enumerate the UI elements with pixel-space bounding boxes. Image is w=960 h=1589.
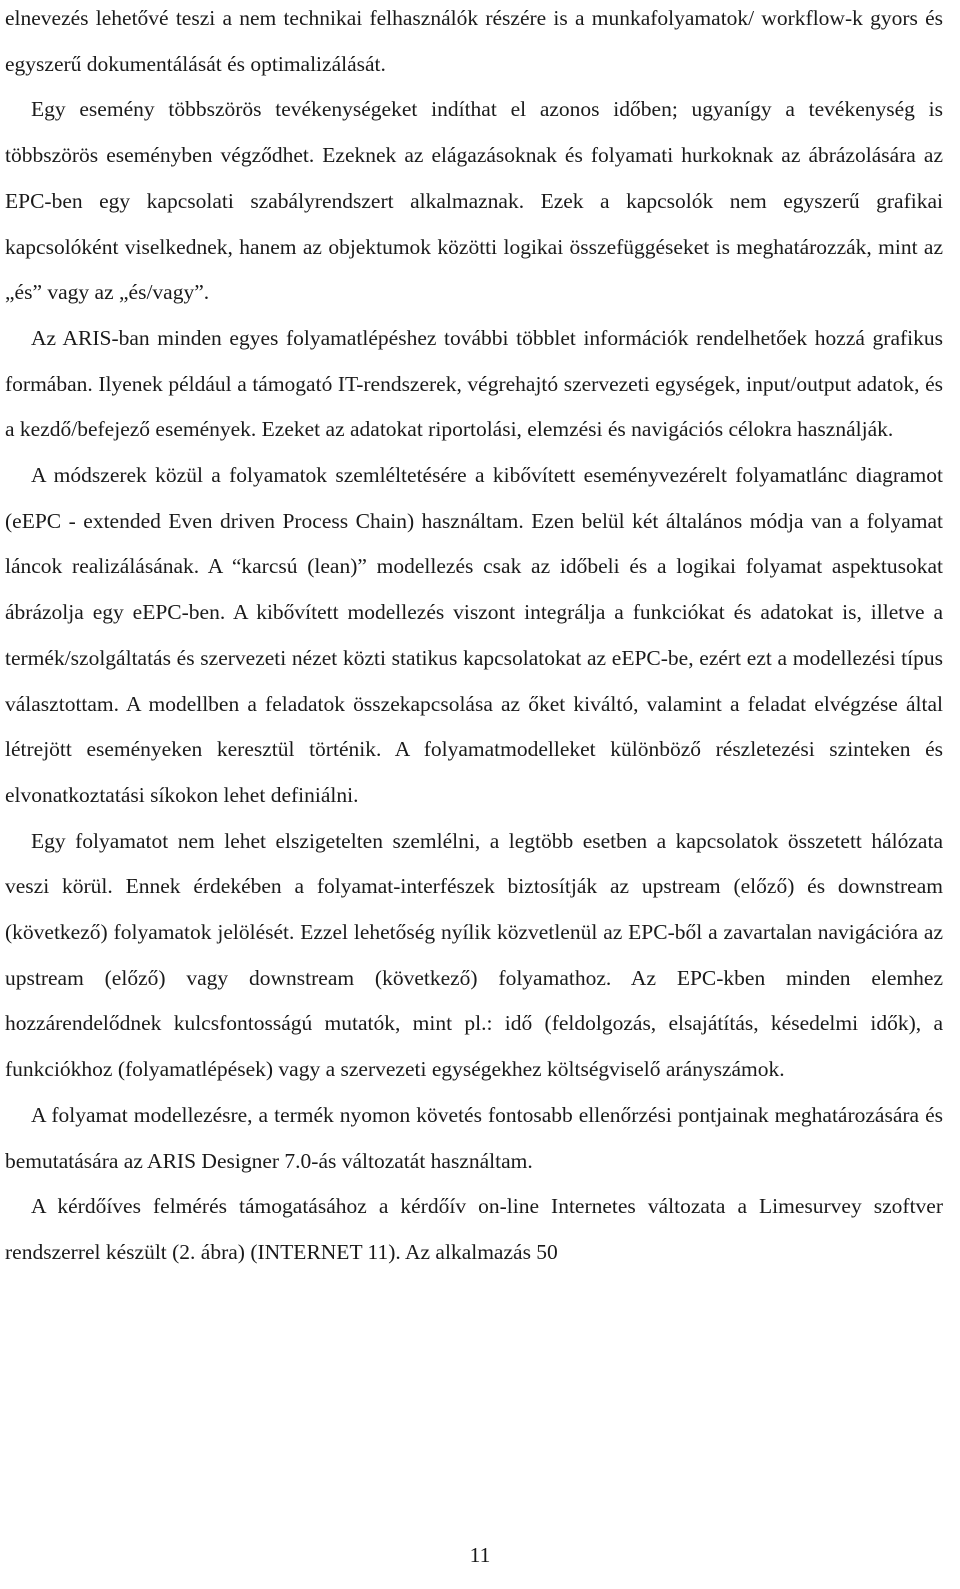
paragraph-aris-designer: A folyamat modellezésre, a termék nyomon követés fontosabb ellenőrzési pontjainak meghatározására és bemutatására az ARIS Designer 7.0-ás változatát használtam.	[5, 1102, 943, 1173]
paragraph-epc-connectors: Egy esemény többszörös tevékenységeket indíthat el azonos időben; ugyanígy a tevékenység is többszörös eseményben végződhet. Ezeknek az elágazásoknak és folyamati hurkoknak az ábrázolására az EPC-ben egy kapcsolati szabályrendszert alkalmaznak. Ezek a kapcsolók nem egyszerű grafikai kapcsolóként viselkednek, hanem az objektumok közötti logikai összefüggéseket is meghatározzák, mint az „és” vagy az „és/vagy”.	[5, 97, 943, 305]
document-page	[5, 0, 943, 1276]
paragraph-eepc-method: A módszerek közül a folyamatok szemléltetésére a kibővített eseményvezérelt folyamatlánc diagramot (eEPC - extended Even driven Process Chain) használtam. Ezen belül két általános módja van a folyamat láncok realizálásának. A “karcsú (lean)” modellezés csak az időbeli és a logikai folyamat aspektusokat ábrázolja egy eEPC-ben. A kibővített modellezés viszont integrálja a funkciókat és adatokat is, illetve a termék/szolgáltatás és szervezeti nézet közti statikus kapcsolatokat az eEPC-be, ezért ezt a modellezési típus választottam. A modellben a feladatok összekapcsolása az őket kiváltó, valamint a feladat elvégzése által létrejött eseményeken keresztül történik. A folyamatmodelleket különböző részletezési szinteken és elvonatkoztatási síkokon lehet definiálni.	[5, 463, 943, 807]
paragraph-questionnaire: A kérdőíves felmérés támogatásához a kérdőív on-line Internetes változata a Limesurvey szoftver rendszerrel készült (2. ábra) (INTERNET 11). Az alkalmazás 50	[5, 1194, 943, 1264]
page-number: 11	[469, 1543, 491, 1567]
paragraph-process-interfaces: Egy folyamatot nem lehet elszigetelten szemlélni, a legtöbb esetben a kapcsolatok összetett hálózata veszi körül. Ennek érdekében a folyamat-interfészek biztosítják az upstream (előző) és downstream (következő) folyamatok jelölését. Ezzel lehetőség nyílik közvetlenül az EPC-ből a zavartalan navigációra az upstream (előző) vagy downstream (következő) folyamathoz. Az EPC-kben minden elemhez hozzárendelődnek kulcsfontosságú mutatók, mint pl.: idő (feldolgozás, elsajátítás, késedelmi idők), a funkciókhoz (folyamatlépések) vagy a szervezeti egységekhez költségviselő arányszámok.	[5, 828, 943, 1082]
paragraph-aris-information: Az ARIS-ban minden egyes folyamatlépéshez további többlet információk rendelhetőek hozzá grafikus formában. Ilyenek például a támogató IT-rendszerek, végrehajtó szervezeti egységek, input/output adatok, és a kezdő/befejező események. Ezeket az adatokat riportolási, elemzési és navigációs célokra használják.	[5, 325, 943, 442]
paragraph-continuation: elnevezés lehetővé teszi a nem technikai felhasználók részére is a munkafolyamatok/ workflow-k gyors és egyszerű dokumentálását és optimalizálását.	[5, 6, 943, 76]
